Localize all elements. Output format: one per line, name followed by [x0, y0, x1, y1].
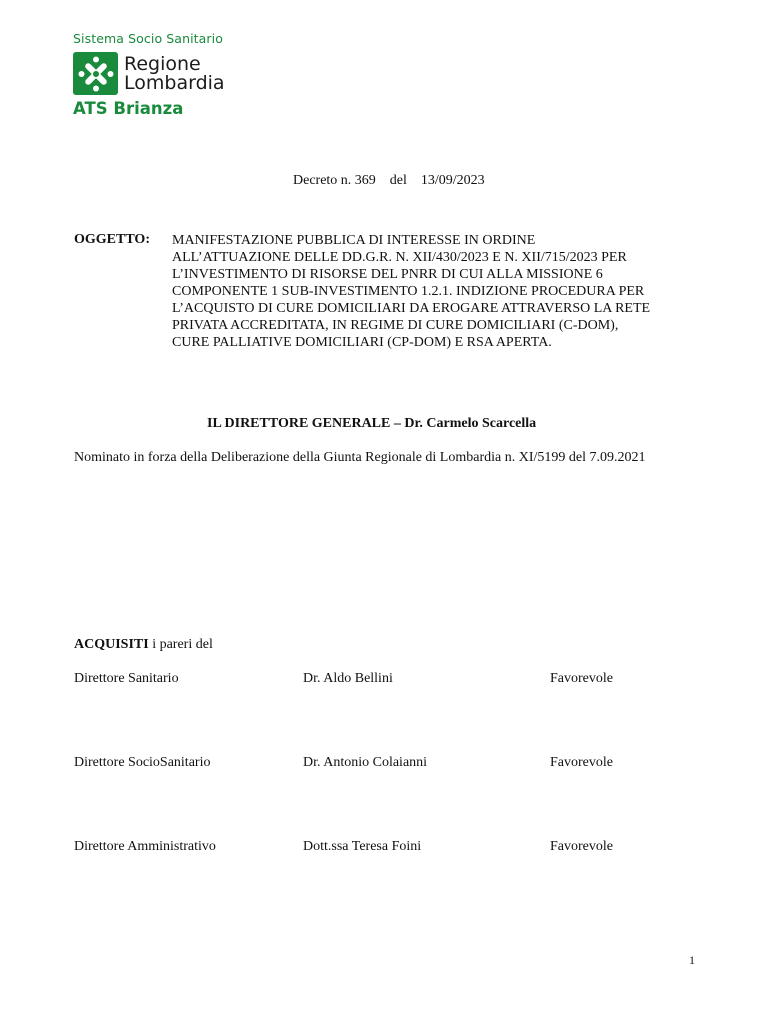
oggetto-line: L’ACQUISTO DI CURE DOMICILIARI DA EROGARE ATTRAVERSO LA RETE — [172, 301, 651, 316]
regione-text: Regione — [124, 52, 201, 75]
lombardia-text: Lombardia — [124, 71, 225, 94]
parere-ruolo: Direttore Amministrativo — [74, 839, 216, 854]
parere-nome: Dott.ssa Teresa Foini — [303, 839, 422, 854]
parere-ruolo: Direttore Sanitario — [74, 671, 179, 686]
direttore-generale-title: IL DIRETTORE GENERALE – Dr. Carmelo Scarcella — [207, 416, 537, 431]
page-number: 1 — [689, 953, 695, 967]
oggetto-text — [172, 232, 732, 351]
oggetto-line: L’INVESTIMENTO DI RISORSE DEL PNRR DI CUI ALLA MISSIONE 6 — [172, 267, 603, 282]
sistema-socio-sanitario-text: Sistema Socio Sanitario — [73, 31, 223, 46]
oggetto-line: CURE PALLIATIVE DOMICILIARI (CP-DOM) E RSA APERTA. — [172, 335, 552, 350]
nominato-text: Nominato in forza della Deliberazione della Giunta Regionale di Lombardia n. XI/5199 del 7.09.2021 — [74, 450, 646, 465]
parere-esito: Favorevole — [550, 671, 613, 686]
acquisiti-bold: ACQUISITI — [74, 637, 149, 652]
regione-lombardia-logo — [73, 52, 225, 95]
oggetto-line: COMPONENTE 1 SUB-INVESTIMENTO 1.2.1. INDIZIONE PROCEDURA PER — [172, 284, 645, 299]
oggetto-line: MANIFESTAZIONE PUBBLICA DI INTERESSE IN ORDINE — [172, 233, 536, 248]
parere-nome: Dr. Antonio Colaianni — [303, 755, 428, 770]
acquisiti-text — [74, 637, 213, 653]
acquisiti-rest: i pareri del — [148, 637, 213, 652]
parere-ruolo: Direttore SocioSanitario — [74, 755, 211, 770]
header-logo — [73, 31, 225, 118]
parere-nome: Dr. Aldo Bellini — [303, 671, 393, 686]
ats-brianza-text: ATS Brianza — [73, 99, 184, 118]
oggetto-label: OGGETTO: — [74, 232, 150, 247]
oggetto-line: ALL’ATTUAZIONE DELLE DD.G.R. N. XII/430/2023 E N. XII/715/2023 PER — [172, 250, 627, 265]
parere-esito: Favorevole — [550, 755, 613, 770]
regione-lombardia-wordmark — [124, 52, 225, 94]
oggetto-line: PRIVATA ACCREDITATA, IN REGIME DI CURE DOMICILIARI (C-DOM), — [172, 318, 619, 333]
decreto-number: Decreto n. 369 del 13/09/2023 — [293, 173, 485, 188]
parere-esito: Favorevole — [550, 839, 613, 854]
regione-lombardia-rosa-camuna-icon — [73, 52, 118, 95]
